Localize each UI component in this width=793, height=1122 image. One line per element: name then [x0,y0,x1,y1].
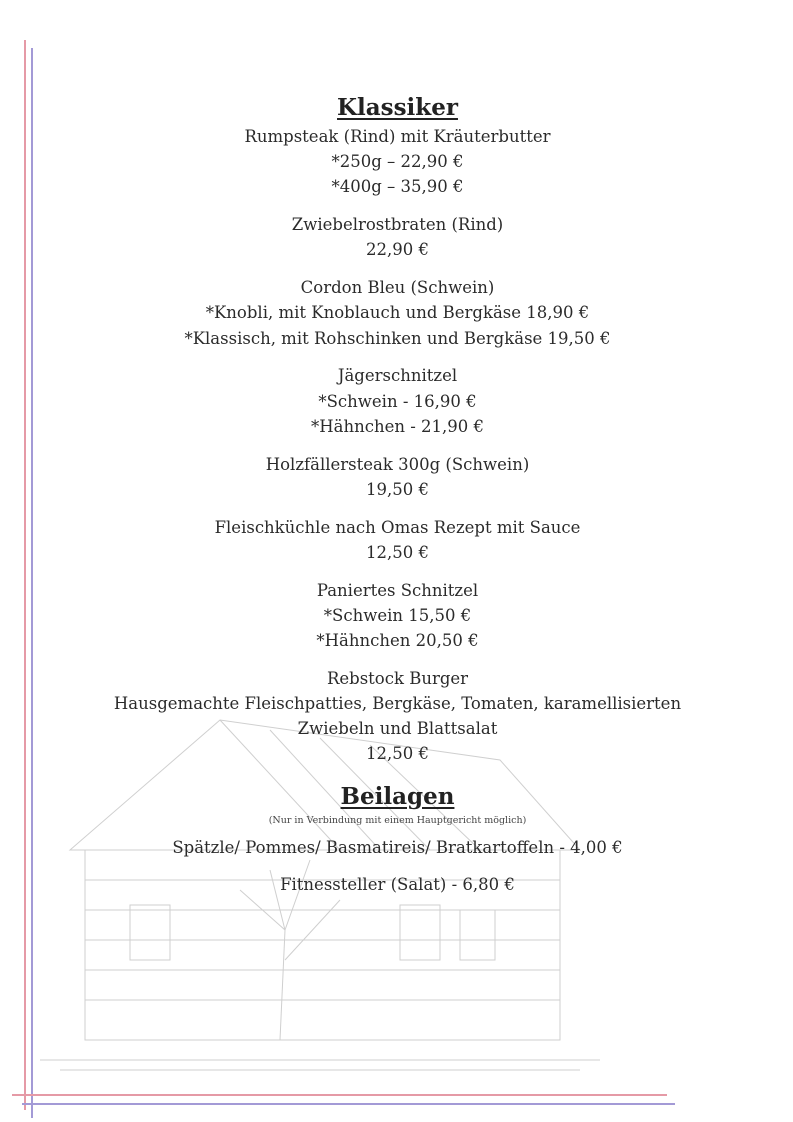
menu-item-jaegerschnitzel [40,363,755,439]
item-line: Jägerschnitzel [337,366,458,386]
item-line: Fitnessteller (Salat) - 6,80 € [280,875,515,895]
item-line: *Schwein - 16,90 € [318,391,477,411]
border-line-blue-horizontal [22,1103,675,1105]
item-line: Hausgemachte Fleischpatties, Bergkäse, Tomaten, karamellisierten [113,694,682,714]
item-line: *Hähnchen - 21,90 € [310,416,485,436]
item-line: Spätzle/ Pommes/ Basmatireis/ Bratkartoffeln - 4,00 € [172,837,623,857]
item-line: *400g – 35,90 € [331,177,464,197]
item-line: Cordon Bleu (Schwein) [300,278,495,298]
border-line-blue-vertical [31,48,33,1118]
menu-item-fitnessteller [40,872,755,897]
menu-item-paniertes-schnitzel [40,578,755,654]
menu-item-rebstock-burger [40,666,755,767]
item-line: Zwiebelrostbraten (Rind) [291,215,504,235]
item-line: 22,90 € [366,240,429,260]
item-line: *Hähnchen 20,50 € [316,631,479,651]
menu-item-zwiebelrostbraten [40,212,755,262]
item-line: *Knobli, mit Knoblauch und Bergkäse 18,90 € [205,303,590,323]
border-line-red-vertical [24,40,26,1110]
border-line-red-horizontal [12,1094,667,1096]
heading-klassiker: Klassiker [337,94,458,121]
item-line: Rebstock Burger [326,668,469,688]
item-line: Holzfällersteak 300g (Schwein) [265,454,530,474]
item-line: Paniertes Schnitzel [316,580,479,600]
item-line: Rumpsteak (Rind) mit Kräuterbutter [244,127,551,146]
menu-item-cordon-bleu [40,275,755,351]
menu-content [40,92,755,898]
item-line: *Klassisch, mit Rohschinken und Bergkäse 19,50 € [184,328,611,348]
item-line: Zwiebeln und Blattsalat [297,719,498,739]
item-line: Fleischküchle nach Omas Rezept mit Sauce [214,517,581,537]
item-line: 19,50 € [366,479,429,499]
item-line: *250g – 22,90 € [331,152,464,172]
menu-item-beilagen [40,835,755,860]
heading-beilagen: Beilagen [340,782,455,810]
menu-item-fleischkuechle [40,515,755,565]
item-line: 12,50 € [366,542,429,562]
item-line: *Schwein 15,50 € [323,605,472,625]
item-line: 12,50 € [366,744,429,764]
menu-item-rumpsteak [40,124,755,200]
menu-item-holzfaellersteak [40,452,755,502]
beilagen-note: (Nur in Verbindung mit einem Hauptgericht möglich) [268,814,527,826]
